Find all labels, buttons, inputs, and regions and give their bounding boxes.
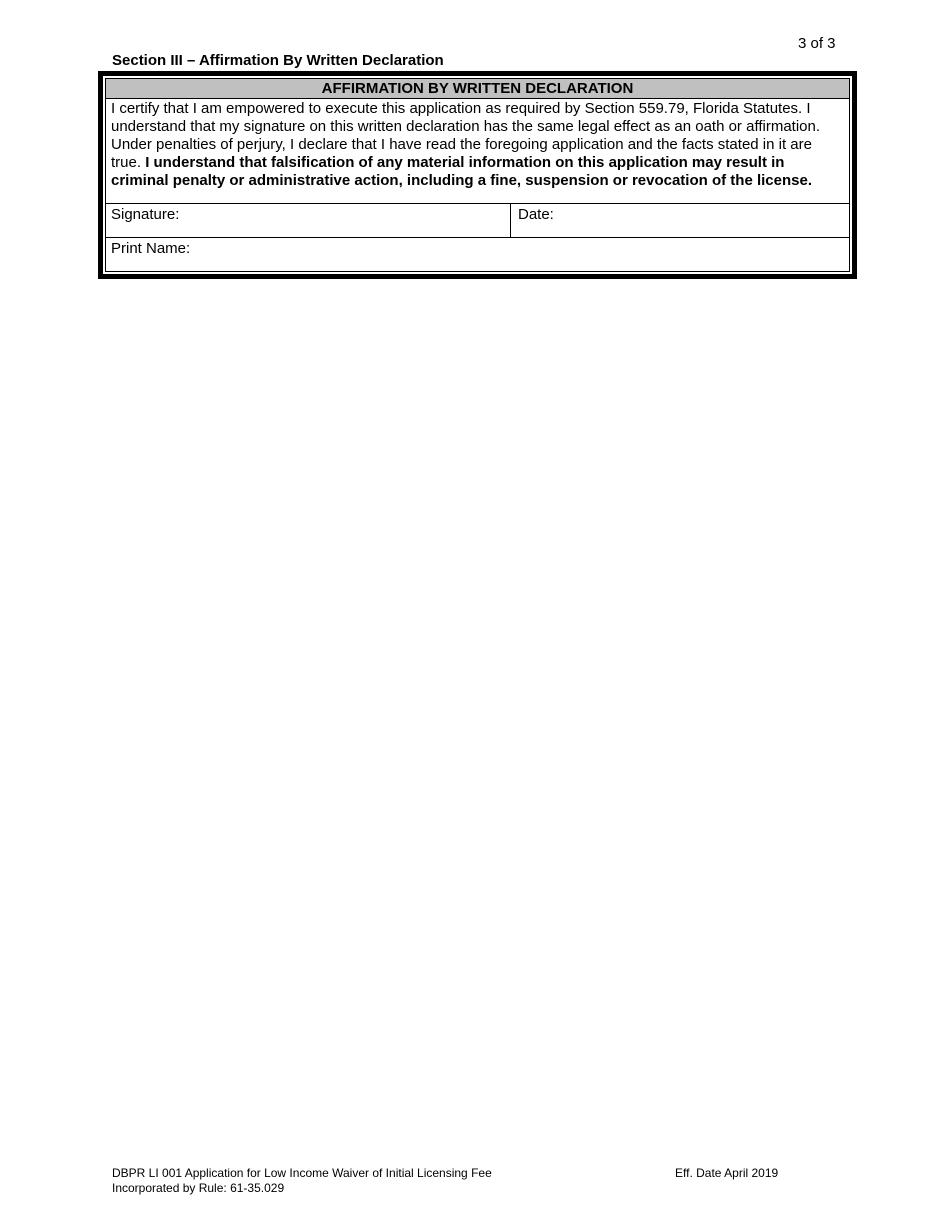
page-number: 3 of 3 [798, 35, 836, 52]
date-field[interactable] [511, 204, 849, 237]
section-heading: Section III – Affirmation By Written Declaration [112, 52, 444, 69]
print-name-field[interactable] [106, 238, 849, 271]
affirmation-box-title: AFFIRMATION BY WRITTEN DECLARATION [106, 79, 849, 99]
signature-label: Signature: [111, 206, 180, 223]
affirmation-box-inner [105, 78, 850, 272]
declaration-text [106, 99, 849, 203]
declaration-text-bold: I understand that falsification of any material information on this application may result in criminal penalty or administrative action, including a fine, suspension or revocation of the license. [111, 154, 812, 189]
footer-effective-date: Eff. Date April 2019 [675, 1166, 779, 1180]
signature-date-row [106, 203, 849, 237]
print-name-label: Print Name: [111, 240, 191, 257]
footer-form-title: DBPR LI 001 Application for Low Income Waiver of Initial Licensing Fee [112, 1166, 492, 1180]
footer-left [112, 1166, 492, 1196]
date-label: Date: [518, 206, 554, 223]
print-name-row [106, 237, 849, 271]
footer-rule: Incorporated by Rule: 61-35.029 [112, 1181, 285, 1195]
affirmation-box [98, 71, 857, 279]
signature-field[interactable] [106, 204, 511, 237]
declaration-text-regular: I certify that I am empowered to execute this application as required by Section 559.79, Florida Statutes. I understand that my signature on this written declaration has the same legal effect as an oath or affirmation. Under penalties of perjury, I declare that I have read the foregoing application and the facts stated in it are true. [111, 100, 821, 171]
